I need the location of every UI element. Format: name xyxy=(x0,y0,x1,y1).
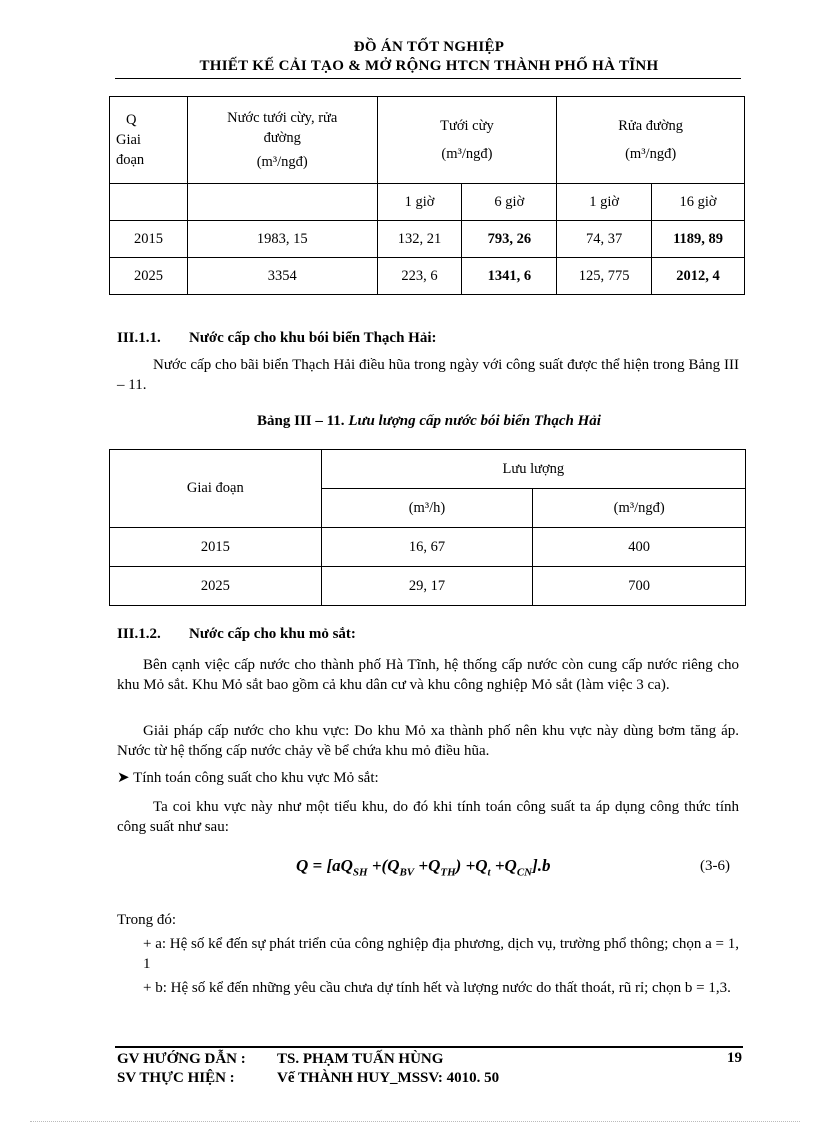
table-row xyxy=(110,258,745,295)
caption-label: Bảng III – 11. xyxy=(257,413,345,429)
arrow-bullet-icon: ➤ xyxy=(117,770,130,786)
section-heading xyxy=(117,626,356,643)
table-cell: 793, 26 xyxy=(462,221,557,258)
header-unit: (m³/ngđ) xyxy=(256,154,308,170)
table-cell: (m³/ngđ) xyxy=(533,489,746,528)
header-divider xyxy=(115,78,741,79)
table-row xyxy=(110,567,746,606)
header-unit: (m³/ngđ) xyxy=(441,146,493,162)
footer-divider xyxy=(115,1046,743,1048)
header-line: đường xyxy=(263,130,301,146)
table-cell: 125, 775 xyxy=(557,258,652,295)
table-caption xyxy=(117,413,741,430)
student-label: SV THỰC HIỆN : xyxy=(117,1070,235,1086)
table-cell: 6 giờ xyxy=(462,184,557,221)
irrigation-table xyxy=(109,96,745,295)
table-cell: 16 giờ xyxy=(652,184,745,221)
table-cell: 132, 21 xyxy=(377,221,462,258)
table-cell: 3354 xyxy=(187,258,377,295)
section-number: III.1.2. xyxy=(117,626,161,642)
table-cell: 2015 xyxy=(110,221,188,258)
paragraph: Ta coi khu vực này như một tiểu khu, do đó khi tính toán công suất ta áp dụng công thức tính công suất như sau: xyxy=(117,799,739,835)
definitions-intro: Trong đó: xyxy=(117,912,177,928)
student-name: Vế THÀNH HUY_MSSV: 4010. 50 xyxy=(277,1070,500,1086)
table2-col2-header: Lưu lượng xyxy=(321,450,745,489)
table-cell: 400 xyxy=(533,528,746,567)
header-line: Nước tưới cừy, rửa xyxy=(227,110,338,126)
table-cell: 1341, 6 xyxy=(462,258,557,295)
table1-col4-header xyxy=(557,97,745,184)
table-cell: 2012, 4 xyxy=(652,258,745,295)
advisor-label: GV HƯỚNG DẪN : xyxy=(117,1051,246,1067)
table2-col1-header: Giai đoạn xyxy=(110,450,322,528)
bullet-item xyxy=(117,768,739,788)
definition-a: + a: Hệ số kể đến sự phát triển của công nghiệp địa phương, dịch vụ, trường phổ thông; chọn a = 1, 1 xyxy=(143,936,739,972)
definition-b: + b: Hệ số kể đến những yêu cầu chưa dự tính hết và lượng nước do thất thoát, rũ rỉ; chọn b = 1,3. xyxy=(143,980,731,996)
header-giai: Giai xyxy=(116,132,141,148)
table-cell xyxy=(110,184,188,221)
header-doan: đoạn xyxy=(116,152,145,168)
table-cell: 29, 17 xyxy=(321,567,533,606)
equation-number: (3-6) xyxy=(700,858,730,874)
header-q: Q xyxy=(126,112,137,128)
formula: $Q = [aQ_{SH} +(Q_{BV} +Q_{TH}) +Q_t +Q_{CN}].b$ xyxy=(296,856,551,879)
caption-text: Lưu lượng cấp nước bói biển Thạch Hải xyxy=(348,413,601,429)
paragraph: Nước cấp cho bãi biển Thạch Hải điều hũa trong ngày với công suất được thể hiện trong Bảng III – 11. xyxy=(117,357,739,393)
header-unit: (m³/ngđ) xyxy=(625,146,677,162)
table-cell: 16, 67 xyxy=(321,528,533,567)
footer-advisor xyxy=(117,1050,443,1069)
table-cell xyxy=(187,184,377,221)
table1-col1-header xyxy=(110,97,188,184)
table-cell: 2015 xyxy=(110,528,322,567)
page-header xyxy=(117,38,741,76)
header-subtitle: THIẾT KẾ CẢI TẠO & MỞ RỘNG HTCN THÀNH PHỐ HÀ TĨNH xyxy=(199,58,659,74)
table-row xyxy=(110,528,746,567)
table-row xyxy=(110,184,745,221)
header-line: Tưới cừy xyxy=(440,118,494,134)
table-cell: 2025 xyxy=(110,258,188,295)
advisor-name: TS. PHẠM TUẤN HÙNG xyxy=(277,1051,444,1067)
section-title: Nước cấp cho khu mỏ sắt: xyxy=(189,626,356,642)
table-cell: 1983, 15 xyxy=(187,221,377,258)
section-title: Nước cấp cho khu bói biển Thạch Hải: xyxy=(189,330,437,346)
table1-col2-header xyxy=(187,97,377,184)
page-number: 19 xyxy=(727,1050,742,1066)
section-number: III.1.1. xyxy=(117,330,161,346)
header-line: Rửa đường xyxy=(618,118,684,134)
section-heading xyxy=(117,330,437,347)
table-cell: (m³/h) xyxy=(321,489,533,528)
table-cell: 1 giờ xyxy=(377,184,462,221)
header-title: ĐỒ ÁN TỐT NGHIỆP xyxy=(353,39,505,55)
footer-student xyxy=(117,1069,499,1088)
paragraph: Giải pháp cấp nước cho khu vực: Do khu Mỏ xa thành phố nên khu vực này dùng bơm tăng áp. Nước từ hệ thống cấp nước chảy về bể chứa khu mỏ điều hũa. xyxy=(117,723,739,759)
table-cell: 223, 6 xyxy=(377,258,462,295)
table-cell: 700 xyxy=(533,567,746,606)
bullet-text: Tính toán công suất cho khu vực Mỏ sắt: xyxy=(133,770,379,786)
beach-flow-table xyxy=(109,449,746,606)
table-cell: 1189, 89 xyxy=(652,221,745,258)
table-row xyxy=(110,221,745,258)
table-cell: 74, 37 xyxy=(557,221,652,258)
table1-col3-header xyxy=(377,97,557,184)
paragraph: Bên cạnh việc cấp nước cho thành phố Hà Tĩnh, hệ thống cấp nước còn cung cấp nước riêng cho khu Mỏ sắt. Khu Mỏ sắt bao gồm cả khu dân cư và khu công nghiệp Mỏ sắt (làm việc 3 ca). xyxy=(117,657,739,693)
table-cell: 1 giờ xyxy=(557,184,652,221)
table-cell: 2025 xyxy=(110,567,322,606)
page-bottom-border xyxy=(30,1121,800,1122)
